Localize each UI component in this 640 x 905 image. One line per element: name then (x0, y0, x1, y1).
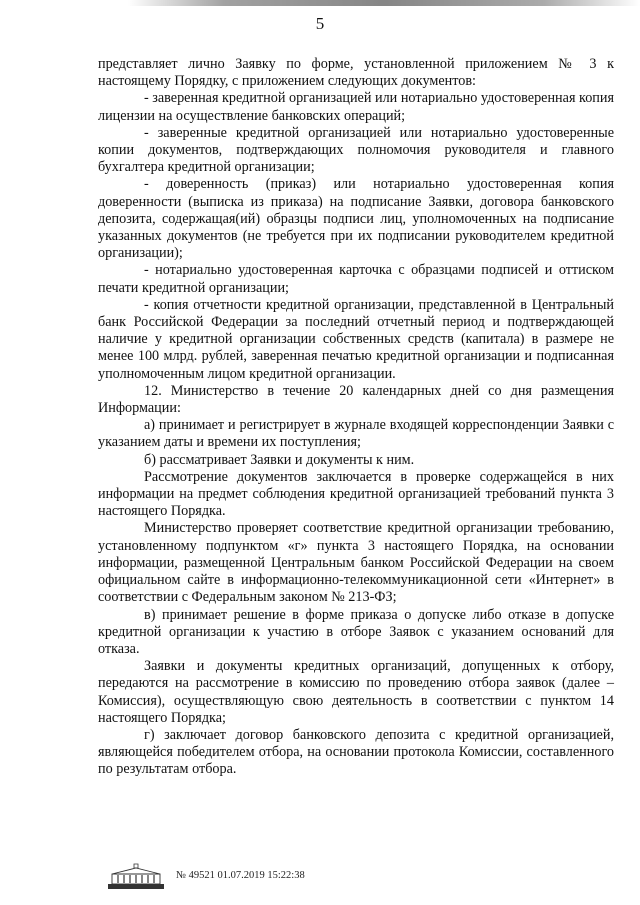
paragraph: б) рассматривает Заявки и документы к ним. (144, 451, 415, 468)
government-building-icon (104, 860, 168, 892)
paragraph: а) принимает и регистрирует в журнале входящей корреспонденции Заявки с указанием даты и времени их поступления; (98, 417, 614, 451)
list-item: - заверенные кредитной организацией или нотариально удостоверенные копии документов, подтверждающих полномочия руководителя и главного бухгалтера кредитной организации; (98, 124, 614, 176)
paragraph: г) заключает договор банковского депозита с кредитной организацией, являющейся победителем отбора, на основании протокола Комиссии, составленного по результатам отбора. (98, 726, 614, 778)
list-item: - заверенная кредитной организацией или нотариально удостоверенная копия лицензии на осуществление банковских операций; (98, 90, 614, 124)
paragraph: в) принимает решение в форме приказа о допуске либо отказе в допуске кредитной организации к участию в отборе Заявок с указанием оснований для отказа. (98, 606, 614, 657)
list-item: - доверенность (приказ) или нотариально удостоверенная копия доверенности (выписка из приказа) на подписание Заявки, договора банковского депозита, содержащая(ий) образцы подписи лиц, уполномоченных на подписание указанных документов (не требуется при их подписании руководителем кредитной организации); (98, 176, 614, 262)
paragraph: Заявки и документы кредитных организаций, допущенных к отбору, передаются на рассмотрение в комиссию по проведению отбора заявок (далее – Комиссия), осуществляющую свою деятельность в соответствии с пунктом 14 настоящего Порядка; (98, 658, 614, 726)
paragraph: 12. Министерство в течение 20 календарных дней со дня размещения Информации: (98, 382, 614, 417)
list-item: - нотариально удостоверенная карточка с образцами подписей и оттиском печати кредитной организации; (98, 262, 614, 296)
registration-stamp: № 49521 01.07.2019 15:22:38 (176, 870, 305, 881)
footer (100, 858, 600, 898)
paragraph: представляет лично Заявку по форме, установленной приложением № 3 к настоящему Порядку, с приложением следующих документов: (98, 56, 614, 90)
page-number: 5 (315, 14, 325, 33)
document-body (98, 56, 614, 779)
list-item: - копия отчетности кредитной организации, представленной в Центральный банк Российской Федерации за последний отчетный период и подтверждающей наличие у кредитной организации собственных средств (капитала) в размере не менее 100 млрд. рублей, заверенная печатью кредитной организации и подписанная уполномоченным лицом кредитной организации. (98, 296, 614, 382)
paragraph: Министерство проверяет соответствие кредитной организации требованию, установленному подпунктом «г» пункта 3 настоящего Порядка, на основании информации, размещенной Центральным банком Российской Федерации на своем официальном сайте в информационно-телекоммуникационной сети «Интернет» в соответствии с Федеральным законом № 213-ФЗ; (98, 520, 614, 606)
paragraph: Рассмотрение документов заключается в проверке содержащейся в них информации на предмет соблюдения кредитной организацией требований пункта 3 настоящего Порядка. (98, 468, 614, 520)
scan-edge (0, 0, 640, 6)
